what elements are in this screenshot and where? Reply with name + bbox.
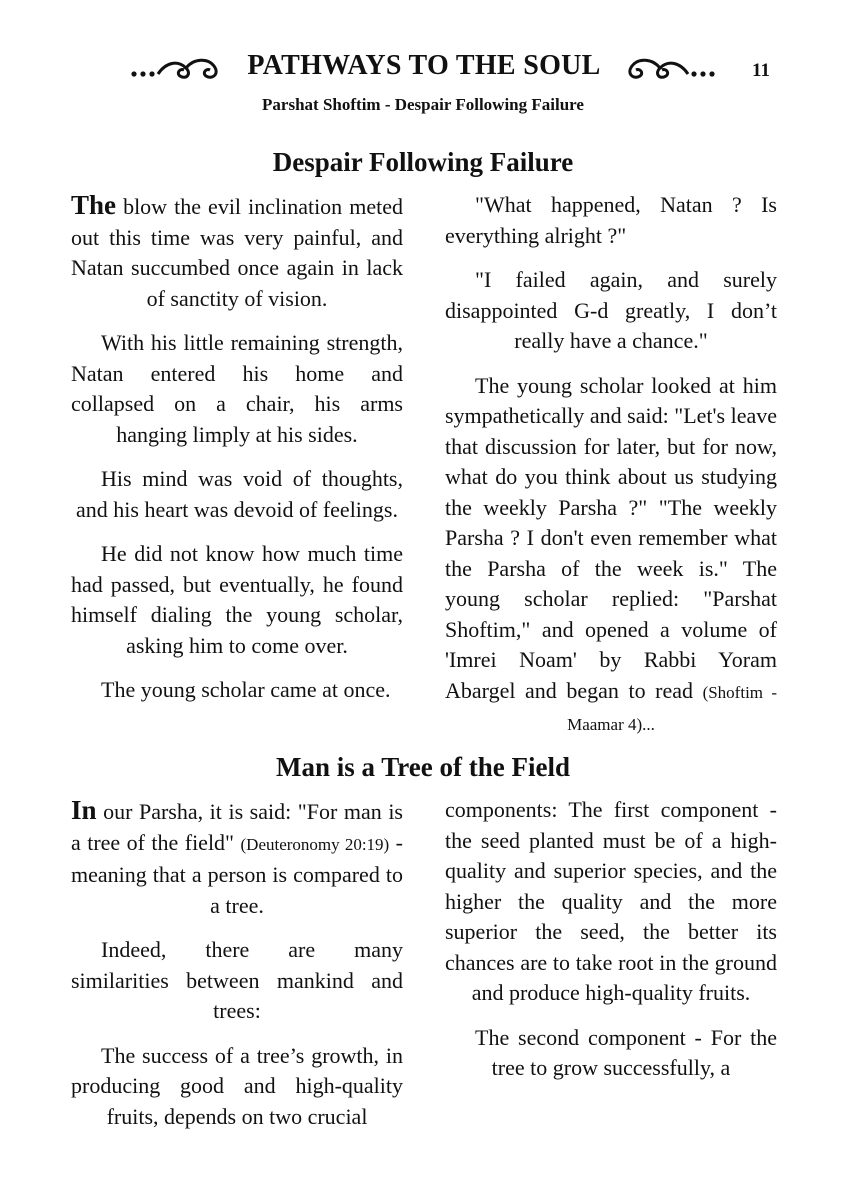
page-number: 11 <box>752 60 770 81</box>
paragraph-text: blow the evil inclination meted out this time was very painful, and Natan succumbed once again in lack of sanctity of vision. <box>71 194 403 311</box>
paragraph-text: - meaning that a person is compared to a tree. <box>71 829 404 918</box>
section-title-despair: Despair Following Failure <box>272 147 574 177</box>
scroll-ornament-right-icon <box>622 54 718 87</box>
paragraph: The success of a tree’s growth, in producing good and high-quality fruits, depends on two crucial <box>71 1042 403 1129</box>
section2-left-column <box>71 795 403 1146</box>
paragraph-text: our Parsha, it is said: "For man is a tree of the field" <box>71 799 403 855</box>
chapter-subtitle: Parshat Shoftim - Despair Following Failure <box>262 95 584 114</box>
lead-word: The <box>71 190 117 220</box>
section2-right-column <box>445 795 777 1098</box>
section1-left-column <box>71 190 403 720</box>
source-reference: (Deuteronomy 20:19) <box>240 834 390 854</box>
paragraph: components: The first component - the seed planted must be of a high-quality and superior species, and the higher the quality and the more superior the seed, the better its chances are to take root in the ground and produce high-quality fruits. <box>445 797 777 1005</box>
paragraph: Indeed, there are many similarities between mankind and trees: <box>71 937 403 1023</box>
paragraph: With his little remaining strength, Natan entered his home and collapsed on a chair, his arms hanging limply at his sides. <box>71 330 403 447</box>
lead-word: In <box>71 795 97 825</box>
paragraph <box>445 371 777 741</box>
paragraph: He did not know how much time had passed, but eventually, he found himself dialing the young scholar, asking him to come over. <box>71 541 403 658</box>
paragraph: "I failed again, and surely disappointed G-d greatly, I don’t really have a chance." <box>445 267 777 353</box>
page-header <box>0 50 846 90</box>
scroll-ornament-left-icon <box>128 54 224 87</box>
paragraph: The second component - For the tree to grow successfully, a <box>475 1024 777 1080</box>
paragraph <box>71 795 403 921</box>
source-reference: (Shoftim - Maamar 4)... <box>567 682 777 734</box>
paragraph-text: The young scholar looked at him sympathetically and said: "Let's leave that discussion for later, but for now, what do you think about us studying the weekly Parsha ?" "The weekly Parsha ? I don't even remember what the Parsha of the week is." The young scholar replied: "Parshat Shoftim," and opened a volume of 'Imrei Noam' by Rabbi Yoram Abargel and began to read <box>445 372 777 703</box>
section1-right-column <box>445 190 777 755</box>
section-title-tree: Man is a Tree of the Field <box>276 752 570 782</box>
running-title: PATHWAYS TO THE SOUL <box>247 50 601 81</box>
paragraph: "What happened, Natan ? Is everything alright ?" <box>445 192 777 248</box>
paragraph: His mind was void of thoughts, and his heart was devoid of feelings. <box>76 466 403 522</box>
paragraph <box>71 190 403 314</box>
paragraph: The young scholar came at once. <box>101 677 391 702</box>
